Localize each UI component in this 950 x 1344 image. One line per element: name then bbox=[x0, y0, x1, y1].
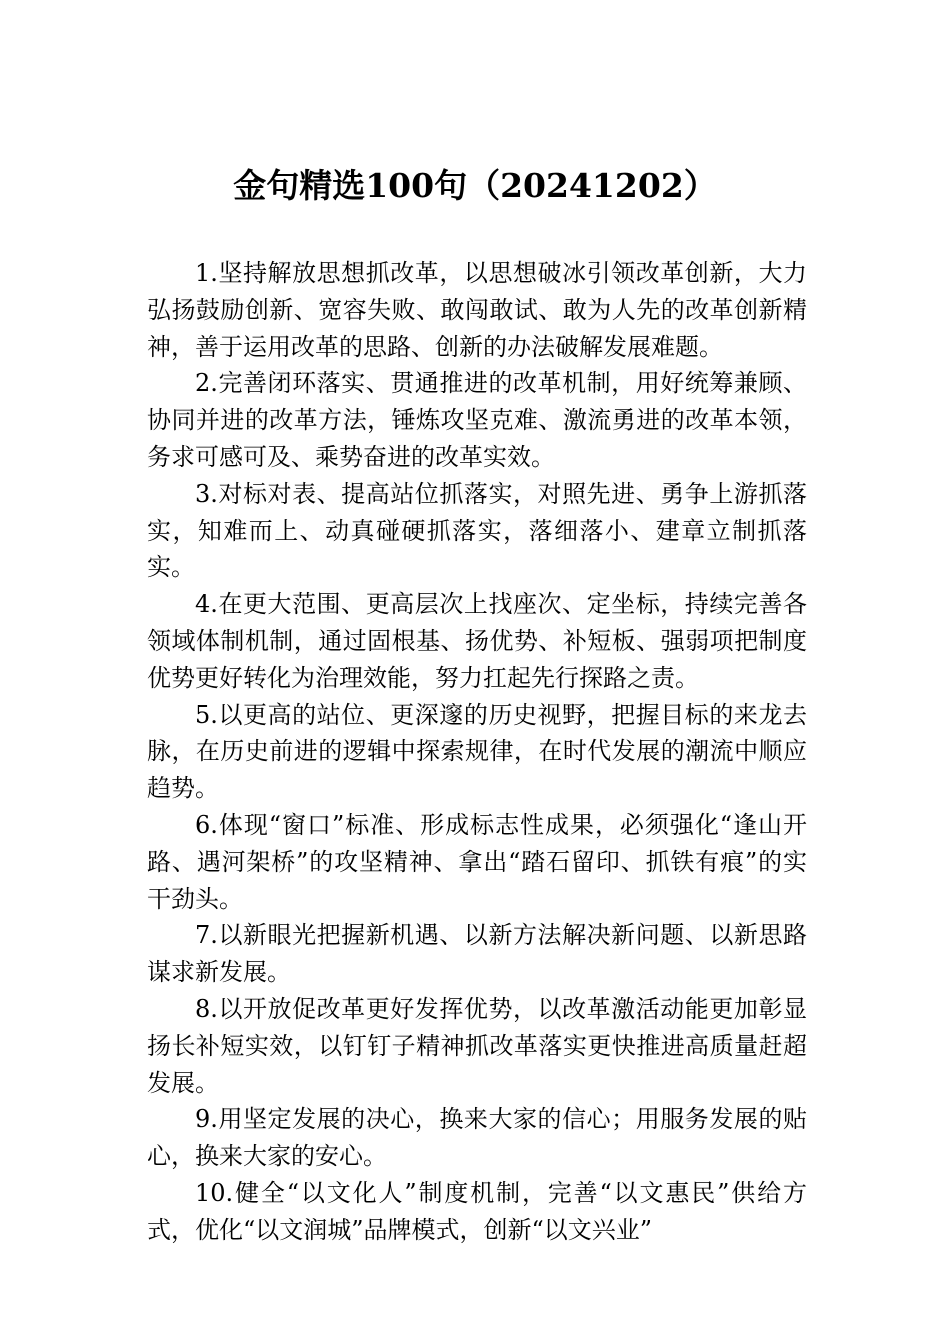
document-title: 金句精选100句（20241202） bbox=[233, 166, 717, 205]
paragraph-6: 6.体现“窗口”标准、形成标志性成果，必须强化“逢山开路、遇河架桥”的攻坚精神、拿出“踏石留印、抓铁有痕”的实干劲头。 bbox=[147, 810, 807, 913]
paragraph-3: 3.对标对表、提高站位抓落实，对照先进、勇争上游抓落实，知难而上、动真碰硬抓落实，落细落小、建章立制抓落实。 bbox=[147, 479, 807, 582]
paragraph-8: 8.以开放促改革更好发挥优势，以改革激活动能更加彰显扬长补短实效，以钉钉子精神抓改革落实更快推进高质量赶超发展。 bbox=[147, 994, 807, 1097]
document-body bbox=[147, 255, 807, 1249]
paragraph-1: 1.坚持解放思想抓改革，以思想破冰引领改革创新，大力弘扬鼓励创新、宽容失败、敢闯敢试、敢为人先的改革创新精神，善于运用改革的思路、创新的办法破解发展难题。 bbox=[147, 259, 807, 361]
paragraph-5: 5.以更高的站位、更深邃的历史视野，把握目标的来龙去脉，在历史前进的逻辑中探索规律，在时代发展的潮流中顺应趋势。 bbox=[147, 700, 807, 803]
paragraph-4: 4.在更大范围、更高层次上找座次、定坐标，持续完善各领域体制机制，通过固根基、扬优势、补短板、强弱项把制度优势更好转化为治理效能，努力扛起先行探路之责。 bbox=[147, 590, 807, 692]
paragraph-7: 7.以新眼光把握新机遇、以新方法解决新问题、以新思路谋求新发展。 bbox=[147, 921, 807, 987]
paragraph-10: 10.健全“以文化人”制度机制，完善“以文惠民”供给方式，优化“以文润城”品牌模式，创新“以文兴业” bbox=[147, 1178, 807, 1244]
paragraph-2: 2.完善闭环落实、贯通推进的改革机制，用好统筹兼顾、协同并进的改革方法，锤炼攻坚克难、激流勇进的改革本领，务求可感可及、乘势奋进的改革实效。 bbox=[147, 369, 807, 471]
paragraph-9: 9.用坚定发展的决心，换来大家的信心；用服务发展的贴心，换来大家的安心。 bbox=[147, 1105, 807, 1171]
